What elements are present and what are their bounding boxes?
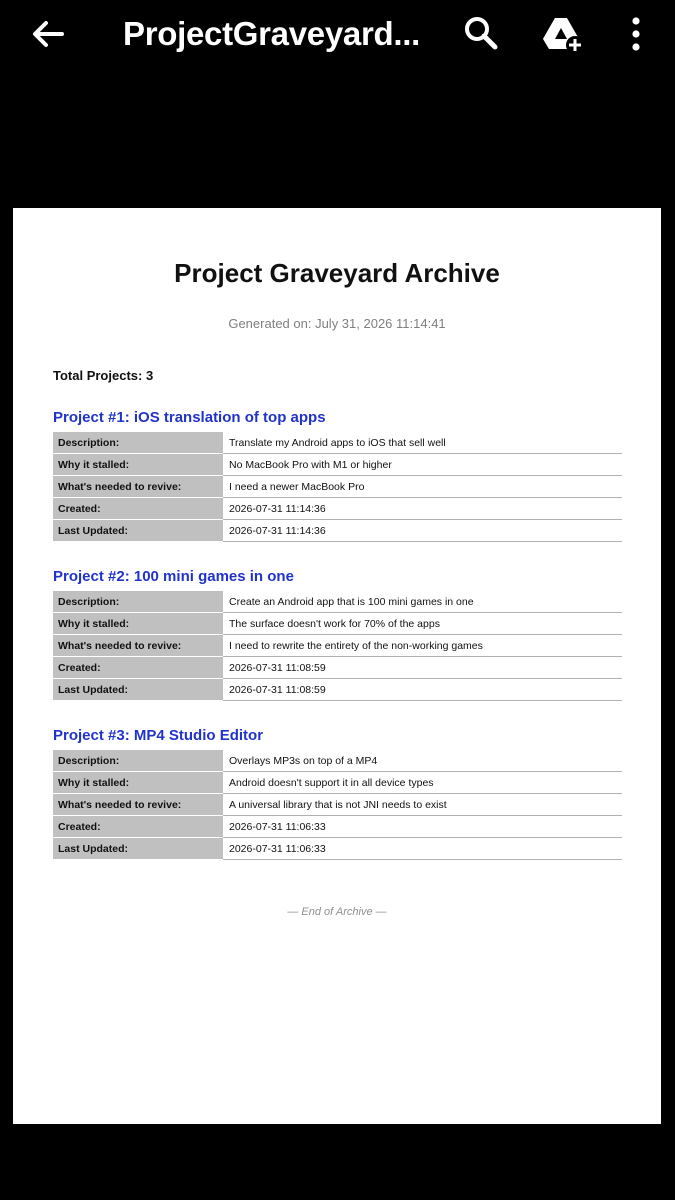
table-row	[53, 591, 622, 613]
project-table	[53, 750, 622, 860]
project-heading: Project #3: MP4 Studio Editor	[53, 727, 264, 744]
row-value: 2026-07-31 11:08:59	[223, 679, 622, 701]
row-value: 2026-07-31 11:06:33	[223, 838, 622, 860]
row-value: Translate my Android apps to iOS that sell well	[223, 432, 622, 454]
table-row	[53, 454, 622, 476]
row-value: A universal library that is not JNI needs to exist	[223, 794, 622, 816]
search-icon[interactable]	[462, 14, 500, 52]
row-key: Why it stalled:	[53, 772, 223, 794]
row-key: Last Updated:	[53, 838, 223, 860]
table-row	[53, 613, 622, 635]
row-key: Description:	[53, 432, 223, 454]
table-row	[53, 838, 622, 860]
row-value: 2026-07-31 11:14:36	[223, 520, 622, 542]
table-row	[53, 679, 622, 701]
row-key: Last Updated:	[53, 520, 223, 542]
project-heading: Project #2: 100 mini games in one	[53, 568, 294, 585]
row-key: Created:	[53, 498, 223, 520]
table-row	[53, 476, 622, 498]
more-vert-icon[interactable]	[624, 14, 648, 54]
row-key: Created:	[53, 816, 223, 838]
row-key: Why it stalled:	[53, 454, 223, 476]
total-projects: Total Projects: 3	[53, 368, 154, 383]
row-key: Why it stalled:	[53, 613, 223, 635]
app-bar	[0, 0, 675, 72]
back-arrow-icon[interactable]	[28, 14, 68, 54]
table-row	[53, 816, 622, 838]
project-heading: Project #1: iOS translation of top apps	[53, 409, 326, 426]
row-key: Created:	[53, 657, 223, 679]
row-key: Description:	[53, 750, 223, 772]
generated-timestamp: Generated on: July 31, 2026 11:14:41	[228, 316, 446, 331]
row-value: 2026-07-31 11:08:59	[223, 657, 622, 679]
row-value: The surface doesn't work for 70% of the apps	[223, 613, 622, 635]
pdf-page[interactable]	[13, 208, 661, 1124]
row-key: Last Updated:	[53, 679, 223, 701]
table-row	[53, 432, 622, 454]
end-of-archive-footer: — End of Archive —	[287, 906, 387, 918]
row-key: Description:	[53, 591, 223, 613]
app-bar-title: ProjectGraveyard...	[123, 15, 420, 52]
table-row	[53, 635, 622, 657]
row-value: I need a newer MacBook Pro	[223, 476, 622, 498]
project-table	[53, 432, 622, 542]
drive-add-icon[interactable]	[542, 14, 584, 54]
row-key: What's needed to revive:	[53, 476, 223, 498]
table-row	[53, 498, 622, 520]
row-value: 2026-07-31 11:14:36	[223, 498, 622, 520]
row-key: What's needed to revive:	[53, 794, 223, 816]
row-value: 2026-07-31 11:06:33	[223, 816, 622, 838]
table-row	[53, 794, 622, 816]
project-section	[53, 408, 622, 542]
table-row	[53, 750, 622, 772]
table-row	[53, 772, 622, 794]
project-table	[53, 591, 622, 701]
document-title: Project Graveyard Archive	[174, 258, 500, 288]
row-value: No MacBook Pro with M1 or higher	[223, 454, 622, 476]
table-row	[53, 657, 622, 679]
row-key: What's needed to revive:	[53, 635, 223, 657]
project-section	[53, 567, 622, 701]
row-value: Android doesn't support it in all device types	[223, 772, 622, 794]
row-value: I need to rewrite the entirety of the non-working games	[223, 635, 622, 657]
table-row	[53, 520, 622, 542]
row-value: Create an Android app that is 100 mini games in one	[223, 591, 622, 613]
row-value: Overlays MP3s on top of a MP4	[223, 750, 622, 772]
project-section	[53, 726, 622, 860]
